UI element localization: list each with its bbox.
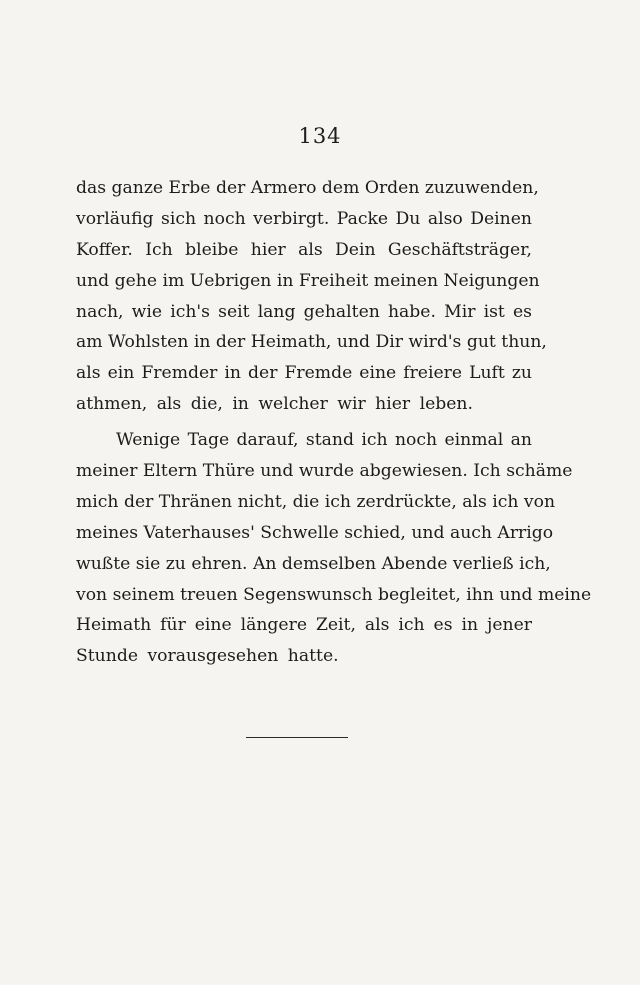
text-line: meines Vaterhauses' Schwelle schied, und auch Arrigo — [76, 522, 554, 543]
text-line: wußte sie zu ehren. An demselben Abende verließ ich, — [76, 553, 551, 574]
chapter-end-rule — [246, 737, 348, 738]
text-line: Koffer. Ich bleibe hier als Dein Geschäftsträger, — [76, 239, 532, 260]
paragraph — [76, 425, 592, 672]
text-line: meiner Eltern Thüre und wurde abgewiesen. Ich schäme — [76, 461, 573, 482]
text-line: nach, wie ich's seit lang gehalten habe. Mir ist es — [76, 301, 532, 322]
text-line: mich der Thränen nicht, die ich zerdrückte, als ich von — [76, 491, 556, 512]
text-line: Stunde vorausgesehen hatte. — [76, 646, 339, 667]
body-text — [76, 173, 592, 672]
text-line: am Wohlsten in der Heimath, und Dir wird's gut thun, — [76, 332, 547, 353]
text-line: das ganze Erbe der Armero dem Orden zuzuwenden, — [76, 178, 539, 198]
text-line: Wenige Tage darauf, stand ich noch einmal an — [116, 430, 532, 451]
text-line: und gehe im Uebrigen in Freiheit meinen Neigungen — [76, 270, 540, 291]
text-line: Heimath für eine längere Zeit, als ich es in jener — [76, 615, 532, 636]
text-line: als ein Fremder in der Fremde eine freiere Luft zu — [76, 363, 532, 384]
page-number: 134 — [298, 124, 342, 148]
text-line: athmen, als die, in welcher wir hier leben. — [76, 394, 473, 415]
text-line: vorläufig sich noch verbirgt. Packe Du also Deinen — [76, 208, 532, 229]
text-line: von seinem treuen Segenswunsch begleitet, ihn und meine — [76, 584, 592, 605]
paragraph — [76, 173, 547, 420]
